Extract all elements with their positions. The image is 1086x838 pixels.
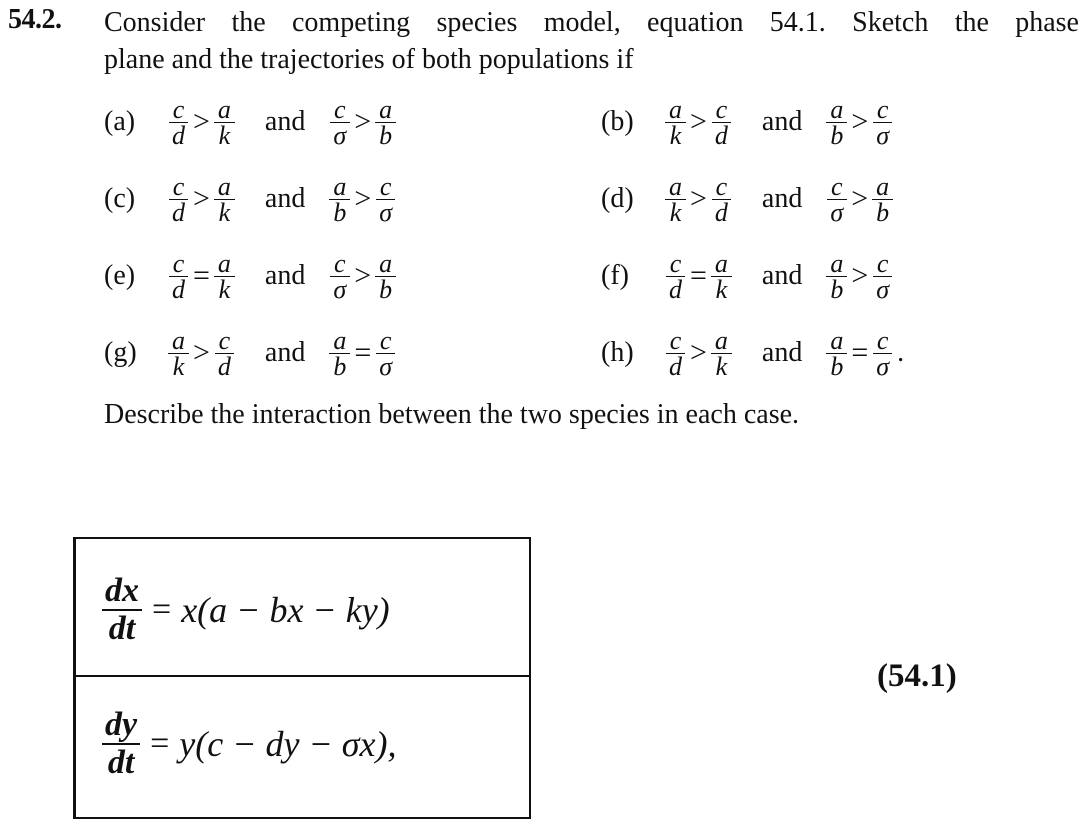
fraction [214,94,235,150]
fraction [711,325,732,381]
derivative-denominator: dt [108,610,136,647]
fraction-denominator: k [218,197,231,227]
fraction-numerator: a [375,97,396,123]
fraction-numerator: a [665,97,686,123]
equation-box [73,537,531,819]
fraction-denominator: σ [379,351,393,381]
case-label: (d) [601,183,634,214]
problem-prompt [104,4,1079,78]
derivative-numerator: dx [102,573,142,611]
fraction-numerator: a [329,174,350,200]
fraction-numerator: c [712,97,732,123]
equation-number: (54.1) [877,658,957,694]
equals-sign: = [150,725,170,762]
case-label: (b) [601,106,634,137]
case-g [104,323,400,383]
fraction [826,94,847,150]
equation-rhs: y(c − dy − σx), [179,724,397,764]
fraction [826,171,847,227]
case-c [104,169,400,229]
derivative-dx-dt [102,573,142,647]
relation-sign: > [354,259,372,292]
relation-sign: > [690,336,707,369]
case-b [601,92,897,152]
fraction [375,94,396,150]
and-connector: and [264,337,306,368]
fraction-denominator: σ [876,120,890,150]
fraction [214,248,235,304]
fraction-denominator: k [172,351,185,381]
fraction-denominator: b [876,197,890,227]
fraction-numerator: c [873,328,893,354]
problem-number: 54.2. [8,4,62,35]
derivative-dy-dt [102,707,140,781]
fraction-numerator: c [330,251,350,277]
fraction-numerator: a [826,251,847,277]
fraction-numerator: c [376,174,396,200]
fraction [711,94,732,150]
and-connector: and [264,106,306,137]
fraction-denominator: d [714,197,728,227]
fraction-numerator: a [711,251,732,277]
fraction [872,248,893,304]
fraction-denominator: d [669,351,682,381]
fraction-denominator: k [669,197,682,227]
fraction-denominator: σ [333,274,347,304]
derivative-numerator: dy [102,707,140,745]
case-label: (g) [104,337,137,368]
relation-sign: > [354,182,372,215]
fraction-denominator: b [333,351,347,381]
fraction-denominator: b [830,351,844,381]
fraction [665,325,686,381]
and-connector: and [264,260,306,291]
fraction-denominator: d [669,274,682,304]
fraction-numerator: c [169,251,189,277]
fraction [214,325,235,381]
fraction-denominator: b [830,120,844,150]
equation-divider [76,675,529,677]
fraction-denominator: d [172,120,185,150]
fraction-numerator: c [666,328,686,354]
fraction [872,325,893,381]
fraction-denominator: k [669,120,682,150]
fraction [168,94,189,150]
relation-sign: > [690,182,707,215]
fraction [665,94,686,150]
relation-sign: = [690,259,707,292]
fraction-numerator: c [376,328,396,354]
relation-sign: = [193,259,210,292]
fraction [872,171,893,227]
fraction-numerator: a [168,328,189,354]
case-label: (a) [104,106,136,137]
fraction [665,171,686,227]
case-e [104,246,400,306]
prompt-line-1: Consider the competing species model, equation 54.1. Sketch the phase [104,7,1079,38]
relation-sign: > [193,336,210,369]
fraction-numerator: a [214,174,235,200]
relation-sign: > [851,182,869,215]
fraction-numerator: c [169,97,189,123]
fraction-numerator: c [827,174,847,200]
fraction-numerator: a [214,251,235,277]
fraction-denominator: k [715,274,728,304]
fraction-numerator: a [665,174,686,200]
fraction [375,171,396,227]
fraction [665,248,686,304]
fraction [329,94,350,150]
case-label: (e) [104,260,136,291]
case-label: (c) [104,183,136,214]
fraction [375,248,396,304]
and-connector: and [761,183,803,214]
fraction-denominator: d [217,351,231,381]
and-connector: and [761,337,803,368]
fraction-numerator: c [330,97,350,123]
fraction-denominator: d [172,197,185,227]
fraction-numerator: a [826,328,847,354]
fraction-denominator: d [172,274,185,304]
fraction-denominator: k [218,274,231,304]
case-d [601,169,897,229]
fraction-numerator: a [214,97,235,123]
case-h [601,323,904,383]
case-a [104,92,400,152]
fraction [168,325,189,381]
fraction [872,94,893,150]
relation-sign: > [354,105,372,138]
and-connector: and [761,106,803,137]
relation-sign: > [851,259,869,292]
fraction-denominator: k [715,351,728,381]
equation-rhs: x(a − bx − ky) [181,590,390,630]
fraction-denominator: b [830,274,844,304]
relation-sign: > [193,182,210,215]
and-connector: and [264,183,306,214]
fraction-denominator: σ [876,274,890,304]
case-label: (f) [601,260,629,291]
fraction-denominator: b [379,274,393,304]
fraction-denominator: b [379,120,393,150]
relation-sign: = [851,336,869,369]
case-terminal-punctuation: . [897,337,905,368]
fraction [826,248,847,304]
fraction [329,248,350,304]
fraction-denominator: σ [333,120,347,150]
fraction [375,325,396,381]
fraction-numerator: c [873,251,893,277]
fraction-denominator: k [218,120,231,150]
fraction-numerator: a [375,251,396,277]
fraction-numerator: a [329,328,350,354]
fraction-numerator: a [711,328,732,354]
and-connector: and [761,260,803,291]
relation-sign: > [193,105,210,138]
fraction [329,171,350,227]
derivative-denominator: dt [107,744,135,781]
relation-sign: > [851,105,869,138]
fraction-numerator: c [169,174,189,200]
describe-instruction: Describe the interaction between the two species in each case. [104,399,800,430]
fraction [826,325,847,381]
fraction-denominator: b [333,197,347,227]
equals-sign: = [152,591,172,628]
fraction-numerator: c [712,174,732,200]
relation-sign: > [690,105,707,138]
case-f [601,246,897,306]
fraction-denominator: σ [379,197,393,227]
fraction-numerator: c [215,328,235,354]
fraction-numerator: a [872,174,893,200]
fraction [711,248,732,304]
equation-row-dy [102,707,397,781]
fraction-numerator: c [666,251,686,277]
case-label: (h) [601,337,634,368]
fraction [168,248,189,304]
fraction-numerator: a [826,97,847,123]
relation-sign: = [354,336,372,369]
prompt-line-2: plane and the trajectories of both populations if [104,44,634,75]
fraction [214,171,235,227]
fraction-denominator: d [714,120,728,150]
fraction-denominator: σ [876,351,890,381]
fraction [329,325,350,381]
fraction-denominator: σ [830,197,844,227]
fraction-numerator: c [873,97,893,123]
fraction [168,171,189,227]
fraction [711,171,732,227]
equation-row-dx [102,573,390,647]
